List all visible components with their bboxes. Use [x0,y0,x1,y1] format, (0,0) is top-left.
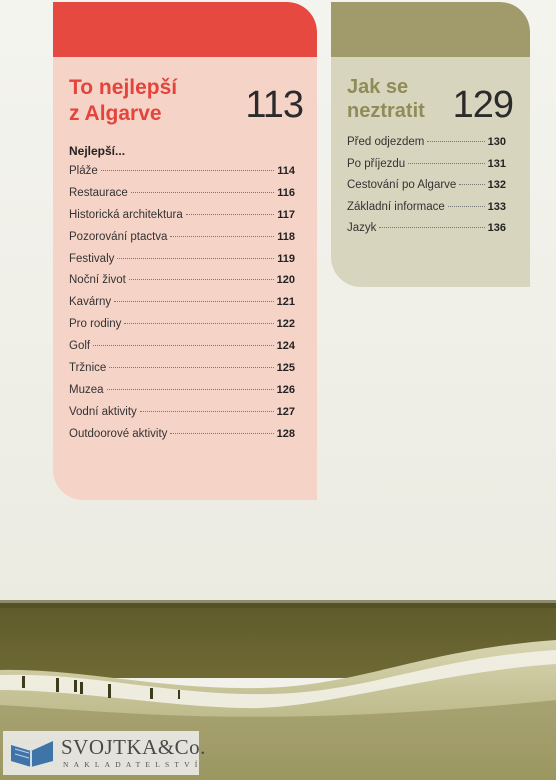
toc-entry-page: 116 [277,186,295,199]
toc-entry[interactable] [347,179,506,201]
toc-entry-label: Tržnice [69,362,107,375]
toc-best-of-algarve [53,2,317,500]
toc-entry-label: Pozorování ptactva [69,230,168,243]
toc-entry-label: Outdoorové aktivity [69,427,168,440]
section-page-number: 113 [245,84,303,126]
toc-entry-page: 132 [487,179,506,191]
toc-list-right [347,136,506,244]
publisher-name: SVOJTKA&Co. [61,735,206,759]
publisher-logo [3,731,206,775]
toc-leader-dots [448,206,485,207]
toc-entry-label: Pro rodiny [69,318,122,331]
toc-leader-dots [170,236,274,237]
toc-leader-dots [107,389,274,390]
toc-entry-page: 127 [276,405,295,418]
publisher-subtitle: NAKLADATELSTVÍ [63,760,203,769]
toc-entry[interactable] [69,231,295,253]
toc-leader-dots [379,227,484,228]
toc-entry-page: 114 [277,165,295,177]
toc-leader-dots [114,301,273,302]
toc-entry[interactable] [69,428,295,450]
toc-entry[interactable] [69,340,295,362]
toc-entry-page: 131 [487,157,506,170]
toc-entry-page: 121 [276,296,295,309]
toc-entry-page: 128 [276,427,295,440]
toc-entry-label: Golf [69,340,91,353]
toc-entry[interactable] [347,222,506,244]
toc-entry-page: 124 [276,340,295,353]
toc-entry-page: 119 [277,252,295,265]
toc-leader-dots [129,279,274,280]
right-accent-band [331,2,530,57]
toc-leader-dots [170,433,273,434]
toc-entry[interactable] [69,362,295,384]
toc-entry[interactable] [69,209,295,231]
toc-getting-around [331,2,530,287]
toc-entry-label: Noční život [69,274,126,287]
toc-entry-label: Historická architektura [69,208,183,221]
section-title-best-of: To nejlepší z Algarve [69,76,178,125]
toc-leader-dots [408,163,484,164]
toc-entry-page: 126 [276,383,295,396]
toc-entry[interactable] [69,253,295,275]
book-icon [9,737,55,769]
toc-entry[interactable] [69,406,295,428]
left-accent-band [53,2,317,57]
toc-leader-dots [124,323,273,324]
toc-leader-dots [93,345,274,346]
toc-entry-label: Vodní aktivity [69,405,137,418]
toc-leader-dots [131,192,274,193]
toc-leader-dots [101,170,274,171]
toc-leader-dots [186,214,274,215]
toc-entry-label: Pláže [69,165,98,177]
toc-entry-page: 133 [487,200,506,213]
toc-entry-label: Jazyk [347,222,377,234]
toc-entry-label: Základní informace [347,200,445,213]
section-page-number: 129 [452,84,513,126]
toc-leader-dots [109,367,273,368]
toc-list-left [69,165,295,450]
toc-leader-dots [459,184,484,185]
section-title-getting-around: Jak se neztratit [347,76,425,122]
toc-leader-dots [117,258,274,259]
toc-entry-page: 120 [276,274,295,287]
toc-entry[interactable] [69,187,295,209]
toc-entry-label: Muzea [69,383,104,396]
toc-entry-page: 136 [487,222,506,234]
toc-entry[interactable] [69,384,295,406]
toc-entry[interactable] [347,136,506,158]
toc-entry-label: Kavárny [69,296,112,309]
toc-entry[interactable] [347,158,506,180]
toc-entry-label: Restaurace [69,186,128,199]
toc-leader-dots [140,411,274,412]
toc-entry[interactable] [69,274,295,296]
toc-entry[interactable] [69,165,295,187]
toc-leader-dots [427,141,484,142]
toc-entry-page: 118 [277,230,295,243]
section-subheading: Nejlepší... [69,144,126,158]
toc-entry-label: Cestování po Algarve [347,179,457,191]
toc-entry-label: Festivaly [69,252,115,265]
toc-entry-page: 130 [487,136,506,148]
toc-entry[interactable] [69,296,295,318]
toc-entry-page: 122 [276,318,295,331]
toc-entry-label: Před odjezdem [347,136,425,148]
toc-entry-page: 117 [277,208,295,221]
toc-entry[interactable] [347,201,506,223]
toc-entry-page: 125 [276,362,295,375]
toc-entry-label: Po příjezdu [347,157,406,170]
toc-entry[interactable] [69,318,295,340]
